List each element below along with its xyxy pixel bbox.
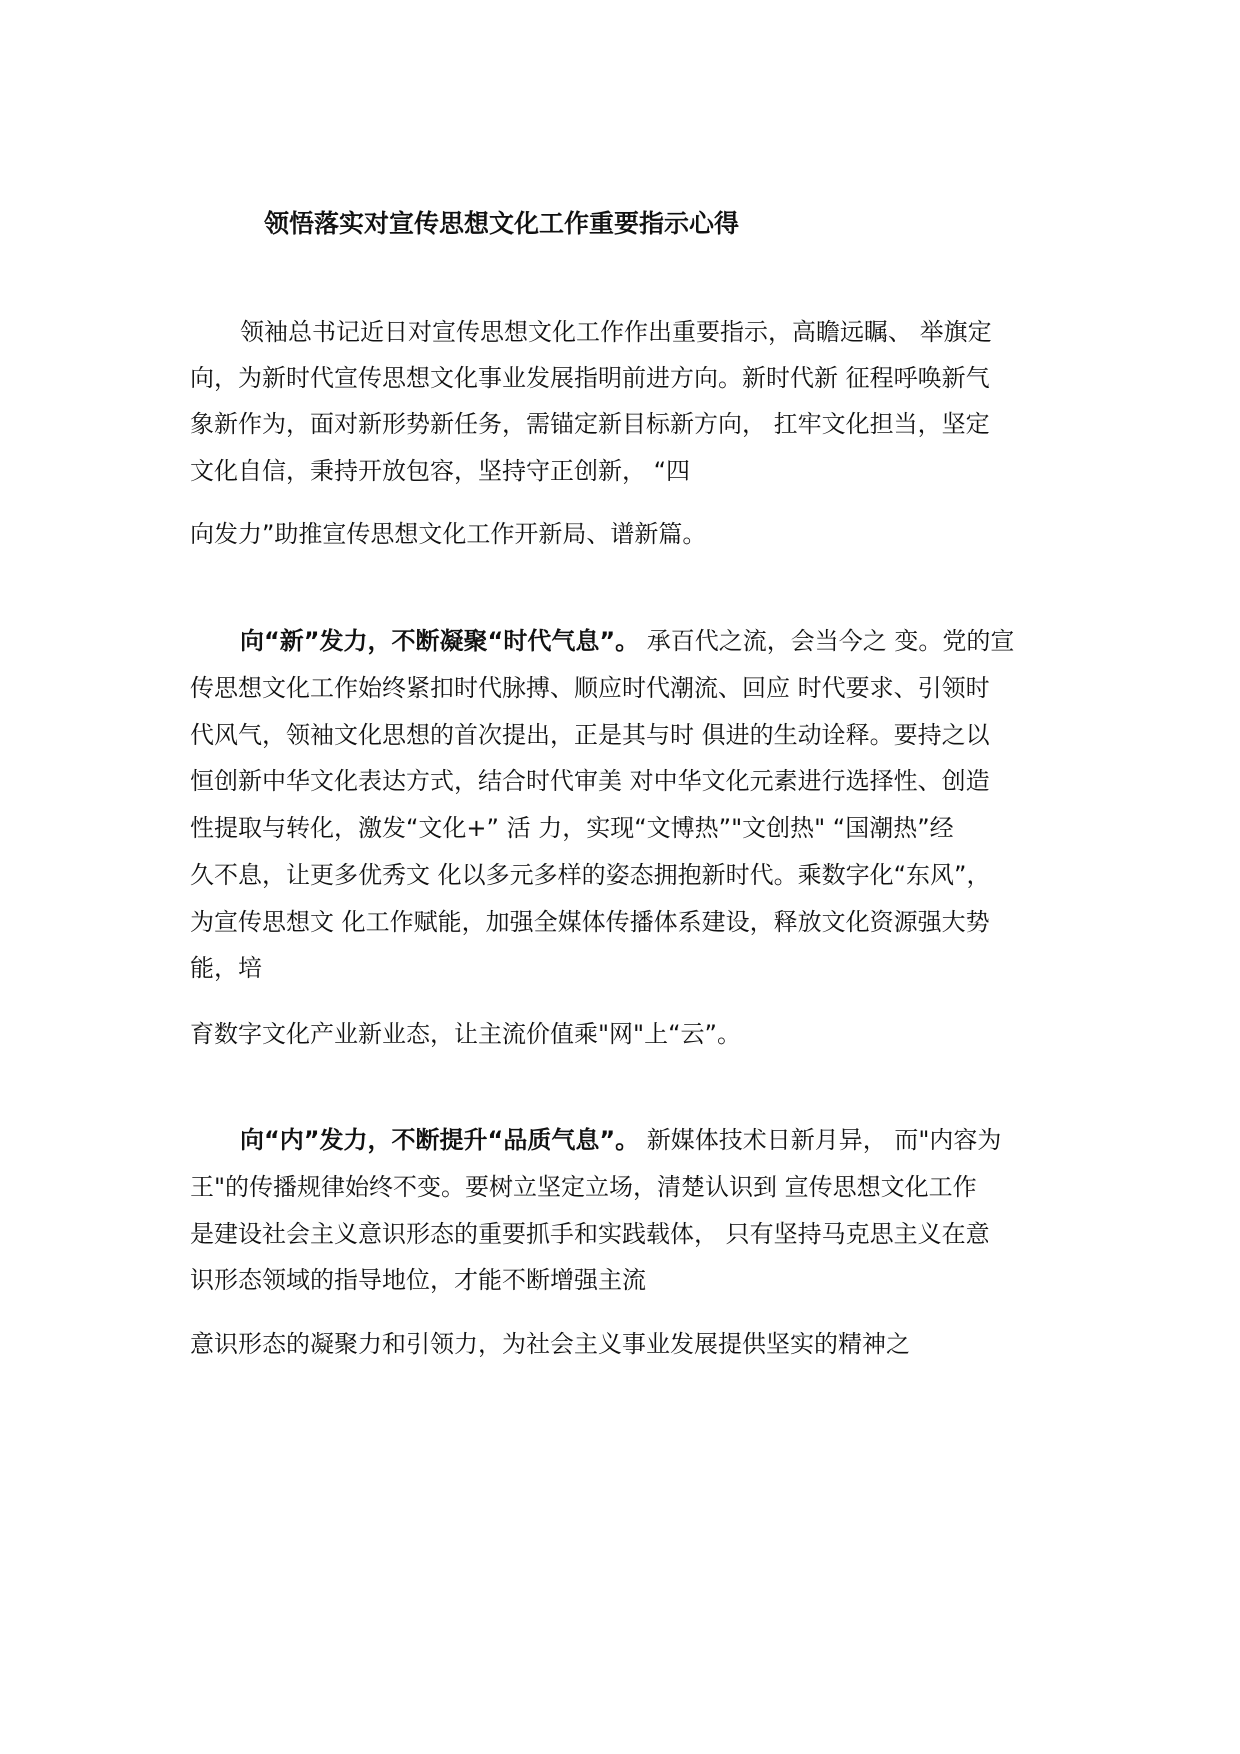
intro-line-4: 文化自信，秉持开放包容，坚持守正创新， “四 xyxy=(190,457,691,485)
document-title: 领悟落实对宣传思想文化工作重要指示心得 xyxy=(264,209,740,238)
intro-line-3: 象新作为，面对新形势新任务，需锚定新目标新方向， 扛牢文化担当，坚定 xyxy=(190,410,990,438)
section1-first-line xyxy=(240,621,1014,656)
section2-line-4: 识形态领域的指导地位，才能不断增强主流 xyxy=(190,1266,646,1294)
section1-heading: 向“新”发力，不断凝聚“时代气息”。 xyxy=(240,627,640,655)
intro-line-1: 领袖总书记近日对宣传思想文化工作作出重要指示，高瞻远瞩、 举旗定 xyxy=(240,318,992,346)
section1-first-line-rest: 承百代之流，会当今之 变。党的宣 xyxy=(639,627,1015,655)
section1-line-2: 传思想文化工作始终紧扣时代脉搏、顺应时代潮流、回应 时代要求、引领时 xyxy=(190,674,990,702)
section2-first-line xyxy=(240,1120,1001,1155)
section1-line-6: 久不息，让更多优秀文 化以多元多样的姿态拥抱新时代。乘数字化“东风”， xyxy=(190,861,991,889)
section1-line-4: 恒创新中华文化表达方式，结合时代审美 对中华文化元素进行选择性、创造 xyxy=(190,767,990,795)
section1-line-8: 能，培 xyxy=(190,954,262,982)
intro-line-5: 向发力”助推宣传思想文化工作开新局、谱新篇。 xyxy=(190,520,707,548)
intro-line-2: 向，为新时代宣传思想文化事业发展指明前进方向。新时代新 征程呼唤新气 xyxy=(190,364,990,392)
section2-heading: 向“内”发力，不断提升“品质气息”。 xyxy=(240,1126,640,1154)
section1-line-7: 为宣传思想文 化工作赋能，加强全媒体传播体系建设，释放文化资源强大势 xyxy=(190,908,990,936)
section1-line-9: 育数字文化产业新业态，让主流价值乘"网"上“云”。 xyxy=(190,1020,741,1048)
section1-line-5: 性提取与转化，激发“文化+” 活 力，实现“文博热”"文创热" “国潮热”经 xyxy=(190,814,954,842)
section2-line-5: 意识形态的凝聚力和引领力，为社会主义事业发展提供坚实的精神之 xyxy=(190,1330,910,1358)
section2-line-3: 是建设社会主义意识形态的重要抓手和实践载体， 只有坚持马克思主义在意 xyxy=(190,1220,990,1248)
section2-first-line-rest: 新媒体技术日新月异， 而"内容为 xyxy=(639,1126,1002,1154)
section2-line-2: 王"的传播规律始终不变。要树立坚定立场，清楚认识到 宣传思想文化工作 xyxy=(190,1173,977,1201)
section1-line-3: 代风气，领袖文化思想的首次提出，正是其与时 俱进的生动诠释。要持之以 xyxy=(190,721,990,749)
